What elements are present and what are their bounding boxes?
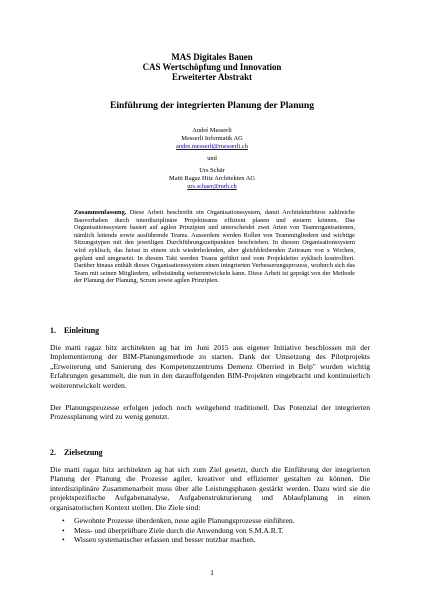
author-1-email-link[interactable]: andre.messerli@messerli.ch [176,143,248,150]
page-number: 1 [210,568,214,577]
header-program: MAS Digitales Bauen [171,52,253,62]
list-item: • Mess- und überprüfbare Ziele durch die Anwendung von S.M.A.R.T. [62,526,362,536]
authors-and: und [207,155,217,162]
abstract-label: Zusammenfassung. [74,209,127,216]
author-2-email-row [0,183,424,191]
section-2-number: 2. [50,448,56,457]
section-1-paragraph-1: Die matti ragaz hitz architekten ag hat im Juni 2015 aus eigener Initiative beschlossen mit der Implementierung der BIM-Planungsmethode zu starten. Dank der Umsetzung des Pilotprojekts „Erweiterung und Sanierung des Kompetenzzentrums Demenz Oberried in Belp" wurden wichtig Erfahrungen gesammelt, die nun in den darauffolgenden BIM-Projekten eingebracht und kontinuierlich weiterentwickelt werden. [50,343,370,390]
section-2-title: Zielsetzung [63,448,103,457]
author-2-org: Matti Ragaz Hitz Architekten AG [169,175,255,182]
section-1-number: 1. [50,326,56,335]
author-2-name: Urs Schär [199,167,225,174]
author-1-name: André Messerli [192,127,232,134]
goals-list [62,516,362,545]
list-item: • Gewohnte Prozesse überdenken, neue agile Planungsprozesse einführen. [62,516,362,526]
section-2-heading [50,448,103,457]
abstract [74,209,355,285]
section-1-heading [50,326,99,335]
header-course: CAS Wertschöpfung und Innovation [142,62,282,72]
list-item: • Wissen systematischer erfassen und besser nutzbar machen. [62,535,362,545]
author-2-email-link[interactable]: urs.schaer@mrh.ch [187,183,237,190]
author-1-org: Messerli Informatik AG [181,135,243,142]
header-doctype: Erweiterter Abstrakt [172,72,252,82]
paper-title: Einführung der integrierten Planung der Planung [109,100,315,111]
author-1-email-row [0,143,424,151]
section-1-title: Einleitung [63,326,100,335]
abstract-text: Diese Arbeit beschreibt ein Organisationssystem, damit Architekturbüros zahlreiche Bauvorhaben durch interdisziplinäre Projektteams effizient planen und steuern können. Das Organisationssystem basiert auf agilen Prinzipien und unterscheidet zwei Arten von Teamorganisationen, nämlich leitende sowie ausführende Teams. Ausserdem werden Rollen von Teammitgliedern und wichtige Sitzungstypen mit den jeweiligen Durchführungszeitpunkten beschrieben. In diesem Organisationssystem wird zyklisch, das heisst in einem sich wiederholenden, aber gleichbleibenden Zeitraum von x Wochen, geplant und umgesetzt. In diesem Takt werden Teams geführt und vom Projektleiter zyklisch kontrolliert. Darüber hinaus enthält dieses Organisationssystem einen integrierten Verbesserungsprozess, wodurch sich das Team mit seinen Mitgliedern, selbstständig weiterentwickeln kann. Diese Arbeit ist geprägt von der Methode der Planung der Planung, Scrum sowie agilen Prinzipien. [74,209,355,285]
section-2-paragraph-1: Die matti ragaz hitz architekten ag hat sich zum Ziel gesetzt, durch die Einführung der integrierten Planung der Planung die Prozesse agiler, kreativer und effizienter gestalten zu können. Die interdisziplinäre Zusammenarbeit muss über alle Leistungsphasen gestärkt werden. Dazu wird sie die projektspezifische Aufgabenanalyse, Aufgabenstrukturierung und Ablaufplanung in einen organisatorischen Kontext stellen. Die Ziele sind: [50,465,370,512]
section-1-paragraph-2: Der Planungsprozesse erfolgen jedoch noch weitgehend traditionell. Das Potenzial der integrierten Prozessplanung wird zu wenig genutzt. [50,403,370,422]
